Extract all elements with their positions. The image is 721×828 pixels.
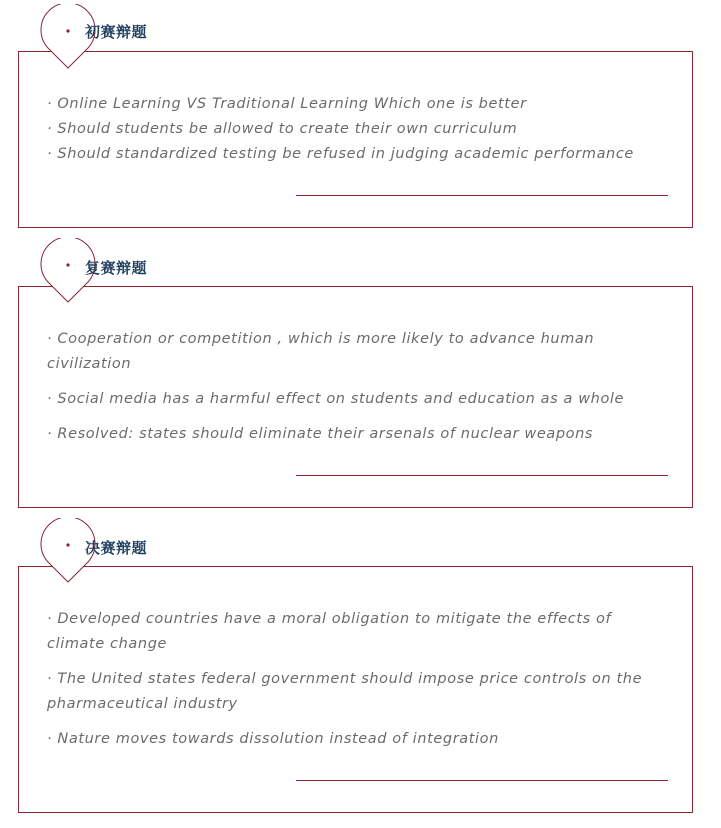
topic-box: [18, 286, 693, 508]
divider-line: [296, 195, 668, 196]
semifinal-round-section: [0, 236, 721, 510]
topic-item: · Resolved: states should eliminate their arsenals of nuclear weapons: [47, 426, 594, 442]
topic-item: · Cooperation or competition , which is more likely to advance human civilization: [47, 331, 595, 372]
section-heading: 初赛辩题: [85, 23, 148, 41]
final-round-section: [0, 516, 721, 816]
section-heading: 复赛辩题: [85, 259, 148, 277]
topic-item: · The United states federal government should impose price controls on the pharmaceutical industry: [47, 671, 643, 712]
topic-list: [47, 327, 662, 447]
topic-item: · Nature moves towards dissolution instead of integration: [47, 731, 499, 747]
section-heading: 决赛辩题: [85, 539, 148, 557]
divider-line: [296, 475, 668, 476]
divider-line: [296, 780, 668, 781]
topic-item: · Should standardized testing be refused in judging academic performance: [47, 146, 634, 162]
topic-item: · Social media has a harmful effect on students and education as a whole: [47, 391, 625, 407]
topic-list: [47, 607, 662, 752]
topic-item: · Developed countries have a moral obligation to mitigate the effects of climate change: [47, 611, 612, 652]
preliminary-round-section: [0, 0, 721, 230]
topic-list: [47, 92, 662, 167]
topic-item: · Online Learning VS Traditional Learning Which one is better: [47, 96, 527, 112]
topic-box: [18, 51, 693, 228]
topic-box: [18, 566, 693, 813]
topic-item: · Should students be allowed to create their own curriculum: [47, 121, 518, 137]
